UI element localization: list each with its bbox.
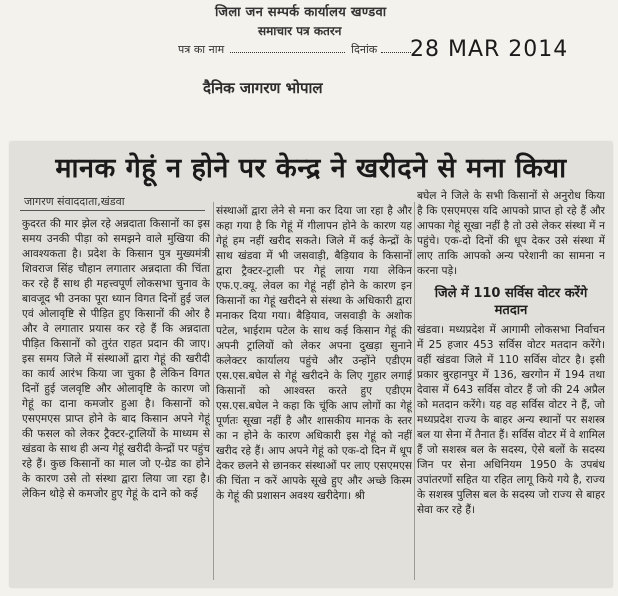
- paper-name-blank: [230, 42, 345, 53]
- cutting-title: समाचार पत्र कतरन: [258, 24, 342, 38]
- article-column-2: संस्थाओं द्वारा लेने से मना कर दिया जा रहा है और कहा गया है कि गेहूं में गीलापन होने के कारण यह गेहूं हम नहीं खरीद सकते। जिले में कई केन्द्रों के साथ खंडवा में भी जसवाड़ी, बैड़ियाव के किसानों द्वारा ट्रैक्टर-ट्राली पर गेहूं लाया गया लेकिन एफ.ए.क्यू. लेवल का गेहूं नहीं होने के कारण इन किसानों का गेहूं खरीदने से संस्था के अधिकारी द्वारा मनाकर दिया गया। बैड़ियाव, जसवाड़ी के अशोक पटेल, भाईराम पटेल के साथ कई किसान गेहूं की अपनी ट्रालियों को लेकर अपना दुखड़ा सुनाने कलेक्टर कार्यालय पहुंचे और उन्होंने एडीएम एस.एस.बघेल से गेहूं खरीदने के लिए गुहार लगाई किसानों को आश्वस्त करते हुए एडीएम एस.एस.बघेल ने कहा कि चूंकि आप लोगों का गेहूं पूर्णतः सूखा नहीं है और शासकीय मानक के स्तर का न होने के कारण अधिकारी इस गेहूं को नहीं खरीद रहे हैं। आप अपने गेहूं को एक-दो दिन में धूप देकर छलने से छानकर संस्थाओं पर लाए एसएमएस की चिंता न करें आपके सूखे हुए और अच्छे किस्म के गेहूं की प्रशासन अवश्य खरीदेगा। श्री: [216, 205, 412, 502]
- newspaper-source: दैनिक जागरण भोपाल: [203, 79, 323, 97]
- sub-headline: जिले में 110 सर्विस वोटर करेंगे मतदान: [434, 286, 588, 318]
- date-stamp: 28 MAR 2014: [410, 37, 569, 62]
- column-3-text: बघेल ने जिले के सभी किसानों से अनुरोध किया है कि एसएमएस यदि आपको प्राप्त हो रहे हैं और आपका गेहूं सूखा नहीं है तो उसे लेकर संस्था में न पहुंचे। एक-दो दिनों की धूप देकर उसे संस्था में लाए ताकि आपको अन्य परेशानी का सामना न करना पड़े।: [417, 190, 605, 277]
- newspaper-clipping: [10, 142, 612, 587]
- article-column-1: कुदरत की मार झेल रहे अन्नदाता किसानों का इस समय उनकी पीड़ा को समझने वाले मुखिया की आवश्यकता है। प्रदेश के किसान पुत्र मुख्यमंत्री शिवराज सिंह चौहान लगातार अन्नदाता की चिंता कर रहे हैं साथ ही महत्त्वपूर्ण लोकसभा चुनाव के बावजूद भी उनका पूरा ध्यान विगत दिनों हुई जल एवं ओलावृष्टि से पीड़ित हुए किसानों की ओर है और वे लगातार प्रयास कर रहे हैं कि अन्नदाता पीड़ित किसानों को तुरंत राहत प्रदान की जाए। इस समय जिले में संस्थाओं द्वारा गेहूं की खरीदी का कार्य आरंभ किया जा चुका है लेकिन विगत दिनों हुई जलवृष्टि और ओलावृष्टि के कारण जो गेहूं का दाना कमजोर हुआ है। किसानों को एसएमएस प्राप्त होने के बाद किसान अपने गेहूं की फसल को लेकर ट्रैक्टर-ट्रालियों के माध्यम से खंडवा के साथ ही अन्य गेहूं खरीदी केन्द्रों पर पहुंच रहे हैं। कुछ किसानों का माल जो ए-ग्रेड का होने के कारण उसे तो संस्था द्वारा लिया जा रहा है। लेकिन थोड़े से कमजोर हुए गेहूं के दाने को कई: [22, 218, 210, 500]
- form-row: [178, 42, 411, 57]
- column-3-secondary-text: खंडवा। मध्यप्रदेश में आगामी लोकसभा निर्वाचन में 25 हजार 453 सर्विस वोटर मतदान करेंगे। वहीं खंडवा जिले में 110 सर्विस वोटर है। इसी प्रकार बुरहानपुर में 136, खरगोन में 194 तथा देवास में 643 सर्विस वोटर हैं जो की 24 अप्रैल को मतदान करेंगे। यह वह सर्विस वोटर ने हैं, जो मध्यप्रदेश राज्य के बाहर अन्य स्थानों पर सशस्त्र बल या सेना में तैनात हैं। सर्विस वोटर में वे शामिल हैं जो सशस्त्र बल के सदस्य, ऐसे बलों के सदस्य जिन पर सेना अधिनियम 1950 के उपबंध उपांतरणों सहित या रहित लागू किये गये है, राज्य के सशस्त्र पुलिस बल के सदस्य जो राज्य से बाहर सेवा कर रहे हैं।: [417, 324, 605, 516]
- clipping-header: [0, 0, 618, 130]
- article-byline: जागरण संवाददाता,खंडवा: [24, 195, 125, 208]
- byline-rule: [20, 210, 205, 211]
- article-column-3: [417, 189, 605, 582]
- column-divider: [414, 202, 415, 580]
- column-divider: [213, 202, 214, 580]
- paper-name-label: पत्र का नाम: [178, 43, 225, 56]
- date-label: दिनांक: [351, 43, 378, 56]
- article-headline: मानक गेहूं न होने पर केन्द्र ने खरीदने से मना किया: [55, 153, 567, 184]
- date-blank: [381, 42, 411, 53]
- office-title: जिला जन सम्पर्क कार्यालय खण्डवा: [215, 5, 387, 20]
